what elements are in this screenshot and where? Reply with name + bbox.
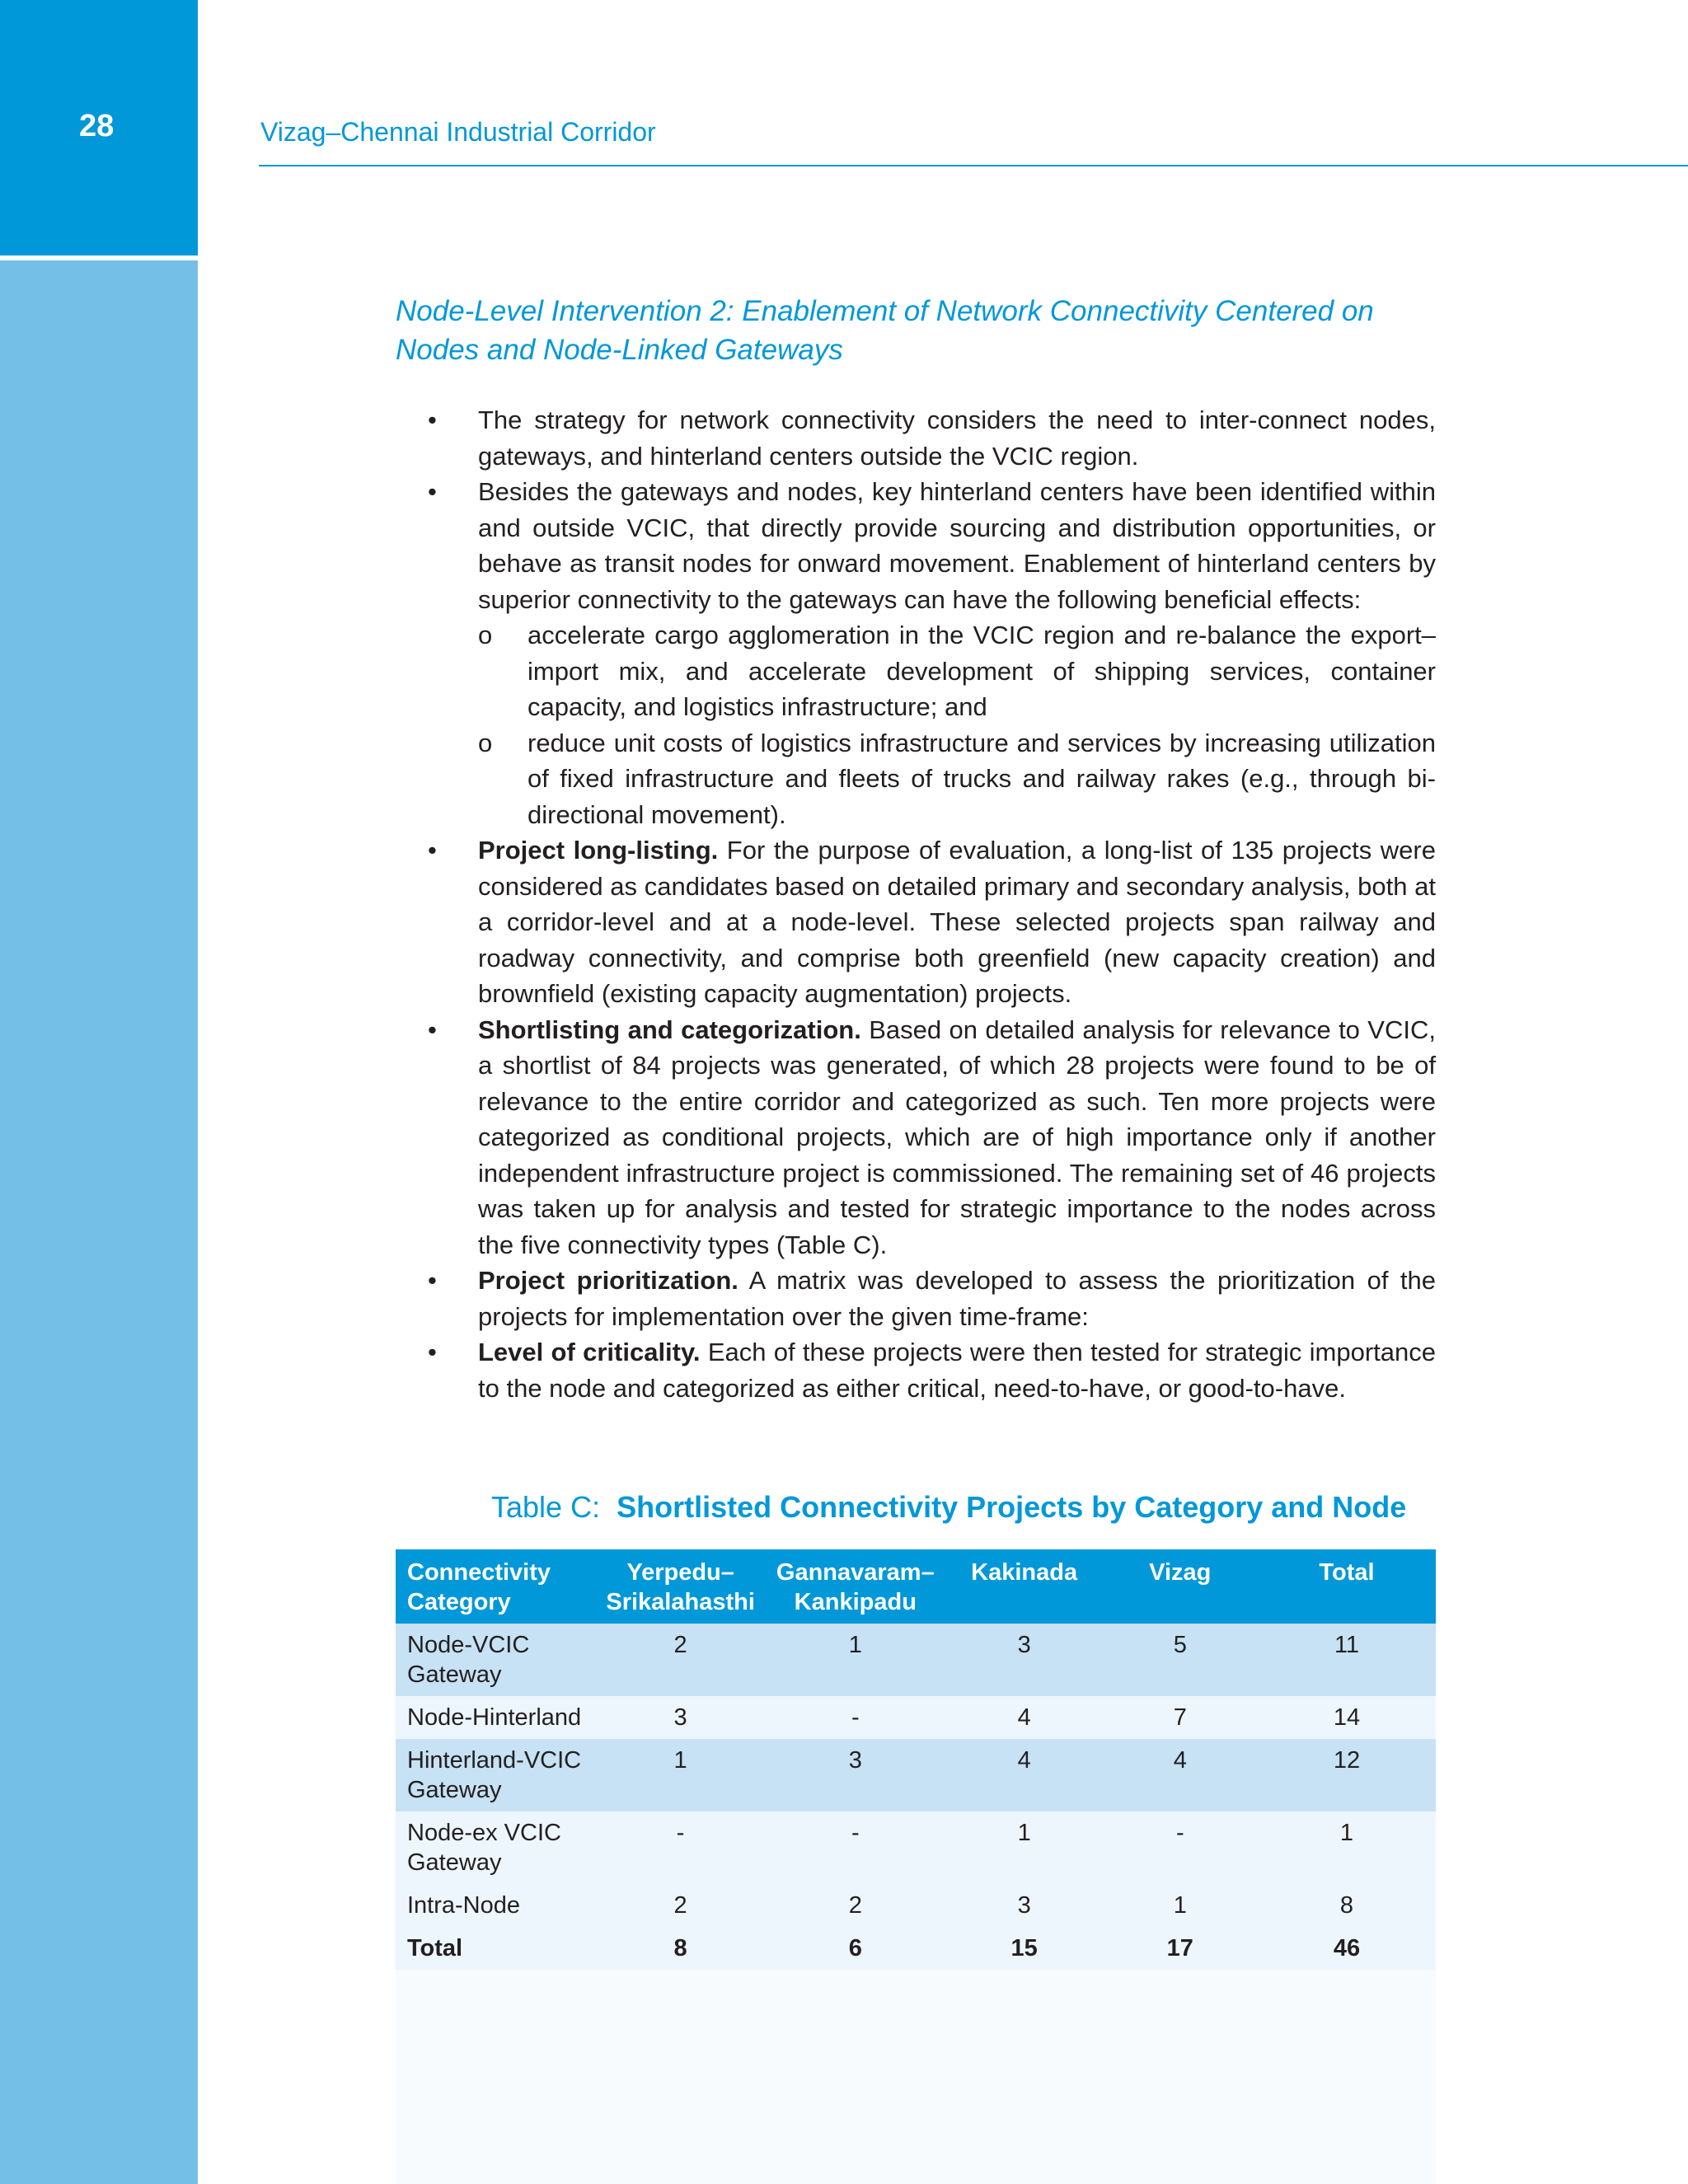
table-cell: Node-Hinterland [396,1696,594,1739]
table-cell: 1 [1256,1811,1436,1884]
bullet-lead: Project long-listing. [478,836,719,865]
header-rule [259,165,1688,166]
table-cell: - [765,1811,945,1884]
sub-bullet-text: reduce unit costs of logistics infrastructure and services by increasing utilization of fixed infrastructure and fleets of trucks and railway rakes (e.g., through bi-directional movement). [528,728,1436,829]
bullet-dot-icon: • [428,477,437,506]
section-title: Node-Level Intervention 2: Enablement of Network Connectivity Centered on Nodes and Node-Linked Gateways [396,295,1374,366]
bullet-dot-icon: • [428,405,437,434]
table-cell: 1 [1103,1884,1256,1927]
table-cell: 17 [1103,1927,1256,1970]
column-header: Total [1256,1549,1436,1624]
table-cell: 6 [765,1927,945,1970]
table-cell: 12 [1256,1739,1436,1811]
table-cell: 3 [945,1624,1103,1696]
table-cell: 2 [594,1884,765,1927]
table-cell: 2 [765,1884,945,1927]
table-cell: - [765,1696,945,1739]
table-cell: 14 [1256,1696,1436,1739]
table-cell: 8 [594,1927,765,1970]
column-header: Connectivity Category [396,1549,594,1624]
bullet-lead: Level of criticality. [478,1338,701,1366]
table-area-background [396,1966,1436,2184]
table-cell: Total [396,1927,594,1970]
table-cell: 11 [1256,1624,1436,1696]
page-number: 28 [79,109,115,143]
sidebar-divider [0,255,198,260]
column-header: Yerpedu–Srikalahasthi [594,1549,765,1624]
bullet-lead: Shortlisting and categorization. [478,1015,861,1044]
sub-bullet-item [478,617,1436,725]
table-cell: 4 [945,1739,1103,1811]
table-cell: - [594,1811,765,1884]
bullet-item [396,474,1436,832]
table-cell: 8 [1256,1884,1436,1927]
bullet-item [396,832,1436,1012]
bullet-text: A matrix was developed to assess the prioritization of the projects for implementation over the given time-frame: [478,1266,1437,1331]
connectivity-projects-table [396,1549,1436,1970]
bullet-item [396,1263,1436,1334]
table-cell: 7 [1103,1696,1256,1739]
bullet-text: Besides the gateways and nodes, key hinterland centers have been identified within and outside VCIC, that directly provide sourcing and distribution opportunities, or behave as transit nodes for onward movement. Enablement of hinterland centers by superior connectivity to the gateways can have the following beneficial effects: [478,477,1436,614]
table-caption [491,1490,1480,1525]
table-cell: 46 [1256,1927,1436,1970]
bullet-item [396,402,1436,474]
table-total-row [396,1927,1436,1970]
sub-bullet-text: accelerate cargo agglomeration in the VCIC region and re-balance the export–import mix, and accelerate development of shipping services, container capacity, and logistics infrastructure; and [528,621,1436,721]
bullet-text: Each of these projects were then tested for strategic importance to the node and categorized as either critical, need-to-have, or good-to-have. [478,1338,1436,1403]
table-row [396,1696,1436,1739]
table-cell: 1 [765,1624,945,1696]
table-cell: 15 [945,1927,1103,1970]
table-cell: 1 [594,1739,765,1811]
bullet-list [396,402,1436,1406]
table-cell: Node-VCIC Gateway [396,1624,594,1696]
sub-bullet-icon: o [478,728,493,757]
table-cell: 3 [765,1739,945,1811]
sidebar-band [0,0,198,2184]
bullet-dot-icon: • [428,1266,437,1295]
table-cell: 4 [945,1696,1103,1739]
column-header: Vizag [1103,1549,1256,1624]
table-cell: 2 [594,1624,765,1696]
table-header-row [396,1549,1436,1624]
table-row [396,1811,1436,1884]
column-header: Gannavaram–Kankipadu [765,1549,945,1624]
table-cell: 3 [594,1696,765,1739]
bullet-lead: Project prioritization. [478,1266,738,1295]
table-row [396,1884,1436,1927]
table-cell: 3 [945,1884,1103,1927]
bullet-dot-icon: • [428,1015,437,1044]
bullet-dot-icon: • [428,1338,437,1366]
table-cell: Hinterland-VCIC Gateway [396,1739,594,1811]
column-header: Kakinada [945,1549,1103,1624]
table-cell: 4 [1103,1739,1256,1811]
sub-bullet-list [478,617,1436,832]
bullet-item [396,1334,1436,1406]
table-caption-title: Shortlisted Connectivity Projects by Category and Node [617,1490,1407,1524]
table-caption-label: Table C: [491,1490,601,1524]
table-cell: 1 [945,1811,1103,1884]
sub-bullet-item [478,725,1436,833]
bullet-text: The strategy for network connectivity considers the need to inter-connect nodes, gateways, and hinterland centers outside the VCIC region. [478,405,1436,471]
table-cell: Node-ex VCIC Gateway [396,1811,594,1884]
table-row [396,1624,1436,1696]
running-title: Vizag–Chennai Industrial Corridor [260,117,656,147]
table-row [396,1739,1436,1811]
table-cell: Intra-Node [396,1884,594,1927]
bullet-item [396,1012,1436,1263]
bullet-dot-icon: • [428,836,437,865]
bullet-text: Based on detailed analysis for relevance to VCIC, a shortlist of 84 projects was generated, of which 28 projects were found to be of relevance to the entire corridor and categorized as such. Ten more projects were categorized as conditional projects, which are of high importance only if another independent infrastructure project is commissioned. The remaining set of 46 projects was taken up for analysis and tested for strategic importance to the nodes across the five connectivity types (Table C). [478,1015,1436,1259]
table-cell: 5 [1103,1624,1256,1696]
table-cell: - [1103,1811,1256,1884]
body-content [396,402,1436,1406]
sub-bullet-icon: o [478,621,493,649]
bullet-text: For the purpose of evaluation, a long-list of 135 projects were considered as candidates based on detailed primary and secondary analysis, both at a corridor-level and at a node-level. These selected projects span railway and roadway connectivity, and comprise both greenfield (new capacity creation) and brownfield (existing capacity augmentation) projects. [478,836,1436,1008]
